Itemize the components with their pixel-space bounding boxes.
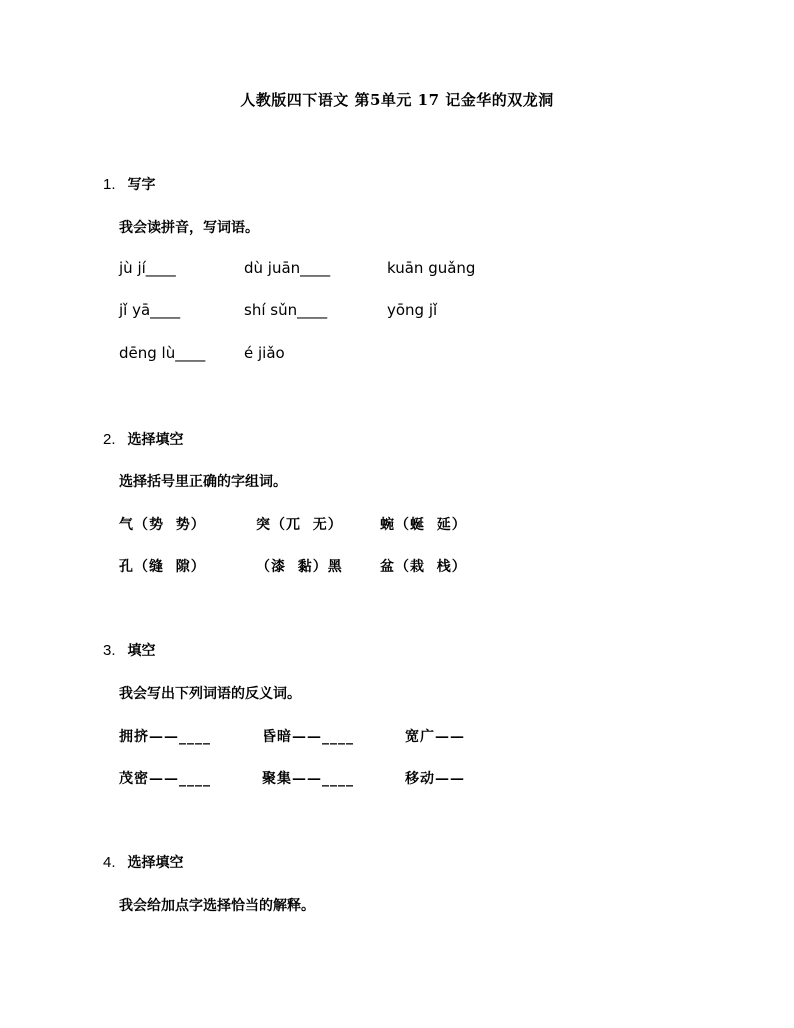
- section-4-instruction: 我会给加点字选择恰当的解释。: [119, 898, 315, 914]
- pinyin-item: jǐ yā____: [119, 301, 181, 319]
- choice-item: 盆（栽 栈）: [380, 559, 467, 575]
- section-1-instruction: 我会读拼音，写词语。: [119, 220, 259, 236]
- section-label: 写字: [127, 177, 156, 193]
- antonym-item: 移动——: [405, 771, 465, 787]
- pinyin-item: jù jí____: [119, 259, 176, 277]
- choice-item: （漆 黏）黑: [256, 559, 343, 575]
- pinyin-item: é jiǎo: [244, 344, 285, 362]
- section-3-instruction: 我会写出下列词语的反义词。: [119, 686, 301, 702]
- antonym-item: 宽广——: [405, 729, 465, 745]
- section-label: 选择填空: [127, 432, 184, 448]
- section-number: 3.: [103, 642, 116, 659]
- pinyin-item: dù juān____: [244, 259, 331, 277]
- antonym-item: 茂密——____: [119, 771, 211, 787]
- section-4-heading: [103, 852, 184, 872]
- section-2-heading: [103, 429, 184, 449]
- choice-item: 突（兀 无）: [256, 517, 343, 533]
- section-3-heading: [103, 640, 156, 660]
- choice-item: 蜿（蜒 延）: [380, 517, 467, 533]
- section-number: 4.: [103, 854, 116, 871]
- section-2-instruction: 选择括号里正确的字组词。: [119, 474, 287, 490]
- pinyin-item: dēng lù____: [119, 344, 206, 362]
- antonym-item: 聚集——____: [262, 771, 354, 787]
- antonym-item: 昏暗——____: [262, 729, 354, 745]
- document-title: 人教版四下语文 第5单元 17 记金华的双龙洞: [240, 91, 554, 109]
- choice-item: 孔（缝 隙）: [119, 559, 206, 575]
- pinyin-item: kuān guǎng: [387, 259, 476, 277]
- section-label: 填空: [127, 643, 156, 659]
- pinyin-item: yōng jǐ: [387, 301, 438, 319]
- antonym-item: 拥挤——____: [119, 729, 211, 745]
- pinyin-item: shí sǔn____: [244, 301, 328, 319]
- section-number: 2.: [103, 431, 116, 448]
- choice-item: 气（势 势）: [119, 517, 206, 533]
- section-1-heading: [103, 174, 156, 194]
- section-label: 选择填空: [127, 855, 184, 871]
- section-number: 1.: [103, 176, 116, 193]
